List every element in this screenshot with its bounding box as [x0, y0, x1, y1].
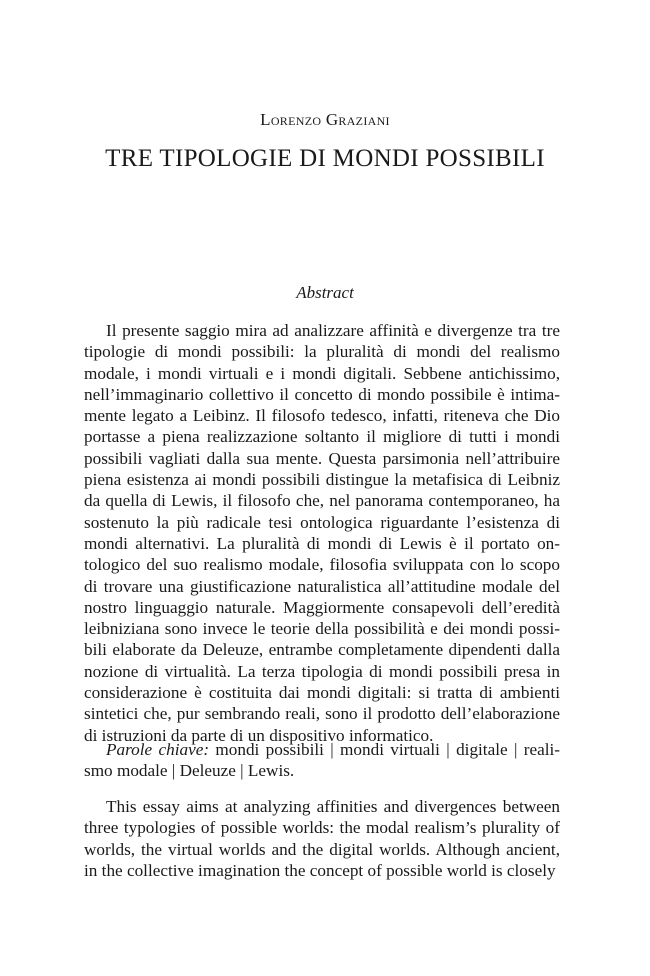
abstract-english	[84, 796, 560, 881]
keywords-paragraph	[84, 739, 560, 782]
author-name: Lorenzo Graziani	[260, 110, 390, 129]
abstract-heading: Abstract	[296, 283, 354, 302]
abstract-italian	[84, 320, 560, 746]
abstract-english-text: This essay aims at analyzing affinities and divergences between three typologies of possible worlds: the modal realism’s plurality of worlds, the virtual worlds and the digital worlds. Although ancient, in the collective imagination the concept of possible world is closely	[84, 797, 560, 880]
keywords-label: Parole chiave:	[106, 740, 210, 759]
keywords	[84, 739, 560, 782]
keywords-list: mondi possibili | mondi virtuali | digitale | realismo modale | Deleuze | Lewis.	[84, 740, 560, 781]
abstract-italian-text: Il presente saggio mira ad analizzare affinità e divergenze tra tre tipologie di mondi possibili: la pluralità di mondi del realismo modale, i mondi virtuali e i mondi digitali. Sebbene antichissimo, nell’immaginario collettivo il concetto di mondo possibile è intimamente legato a Leibinz. Il filosofo tedesco, infatti, riteneva che Dio portasse a piena realizzazione soltanto il migliore di tutti i mondi possibili vagliati dalla sua mente. Questa parsimonia nell’attribuire piena esistenza ai mondi possibili distingue la metafisica di Leibniz da quella di Lewis, il filosofo che, nel panorama contemporaneo, ha sostenuto la più radicale tesi ontologica riguardante l’esistenza di mondi alternativi. La pluralità di mondi di Lewis è il portato ontologico del suo realismo modale, filosofia sviluppata con lo scopo di trovare una giustificazione naturalistica all’attitudine modale del nostro linguaggio naturale. Maggiormente consapevoli dell’eredità leibniziana sono invece le teorie della possibilità e dei mondi possibili elaborate da Deleuze, entrambe completamente dipendenti dalla nozione di virtualità. La terza tipologia di mondi possibili presa in considerazione è costituita dai mondi digitali: si tratta di ambienti sintetici che, pur sembrando reali, sono il prodotto dell’elaborazione di istruzioni da parte di un dispositivo informatico.	[84, 321, 560, 745]
article-title: TRE TIPOLOGIE DI MONDI POSSIBILI	[105, 145, 545, 172]
